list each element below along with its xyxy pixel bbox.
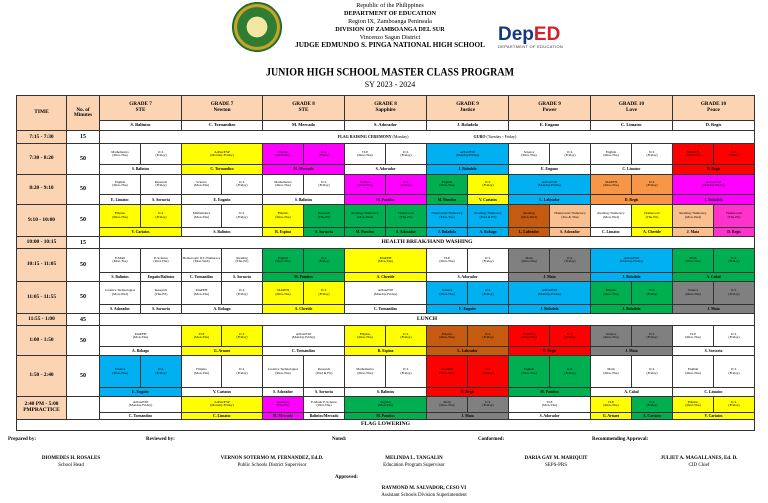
teacher-cell: C. Tornandizo [182,272,222,281]
teacher-cell: J. Boladola [591,305,673,314]
subject-cell: E-Science (Wed-Thu) [141,249,182,273]
time-cell: 10:00 - 10:15 [17,237,67,249]
subject-cell: Science (Mon-Thu) [509,144,550,165]
subject-cell: Research (Friday) [141,174,182,195]
header-line: DIVISION OF ZAMBOANGA DEL SUR [335,26,445,33]
subject-cell: ICL (Friday) [141,204,182,228]
subject-cell: Math (Mon-Thu) [509,249,550,273]
subject-cell: ICL (Friday) [468,281,509,305]
teacher-cell: S. Adorador [345,165,427,174]
subject-cell: ICL (Friday) [632,174,673,195]
subject-cell: Filipino (Mon-Thu) [427,326,468,347]
subject-cell: Research (Thu-Fri) [304,204,345,228]
subject-cell: ICL (Friday) [632,356,673,387]
subject-cell: ICL (Friday) [468,396,509,412]
teacher-cell: M. Mercado [263,412,304,420]
subject-cell: Creative Technologies (Mon-Thu) [263,356,304,387]
subject-cell: ICL (Friday) [304,174,345,195]
time-cell: 1:00 - 1:50 [17,326,67,356]
subject-cell: TLE (Mon-Thu) [673,326,714,347]
flag-ceremony-row: FLAG RAISING CEREMONY (Monday) GURO (Tuesday - Friday) [100,131,755,144]
header-line: Republic of the Philippines [356,2,424,9]
time-cell: 7:15 - 7:30 [17,131,67,144]
subject-cell: ArPan/ESP (Monday-Friday) [673,174,755,195]
subject-cell: Mathematics (Mon-Thu) [263,174,304,195]
teacher-cell: C. Tornandizo [182,165,263,174]
subject-cell: Homeroom/ Numeracy (Tue & Thu) [550,204,591,228]
subject-cell: Reading (Mon-Wed) [509,204,550,228]
minutes-cell: 50 [67,144,100,174]
teacher-cell: M. Pamitos [345,228,386,237]
header-line: DEPARTMENT OF EDUCATION [343,10,437,17]
flag-lowering-row: FLAG LOWERING [17,420,755,431]
subject-cell: ICL (Friday) [550,356,591,387]
subject-cell: ICL (Friday) [550,144,591,165]
teacher-cell: Balintos/Mercado [304,412,345,420]
teacher-cell: A. Cheride [345,272,427,281]
subject-cell: ICL (Friday) [386,174,427,195]
approved-label: Approved: [335,475,358,480]
subject-cell: ICL (Friday) [714,281,755,305]
teacher-cell: L. Labrador [427,347,509,356]
time-cell: 7:30 - 8:20 [17,144,67,174]
subject-cell: Homeroom (Thu-Fri) [714,204,755,228]
subject-cell: TLE (Mon-Thu) [182,326,222,347]
header-line: Vincenzo Sagun District [359,34,421,41]
subject-cell: ArPan/ESP (Monday-Friday) [263,326,345,347]
subject-cell: Filipino (Mon-Thu) [263,204,304,228]
signatory-title: School Head [58,463,84,468]
teacher-cell: D. Regis [673,165,755,174]
teacher-cell: V. Cariatos [673,412,755,420]
subject-cell: ICL (Friday) [714,396,755,412]
subject-cell: ArPan/ESP (Monday-Friday) [100,396,182,412]
subject-cell: Mathematics (Mon-Thu) [345,356,386,387]
teacher-cell: S. Balintos [263,195,345,204]
teacher-cell: S. Sorsoria [304,387,345,396]
subject-cell: English (Mon-Thu) [345,396,427,412]
subject-cell: ICL (Friday) [550,249,591,273]
minutes-cell: 50 [67,249,100,282]
teacher-cell: J. Boladola [427,228,468,237]
subject-cell: ICL (Friday) [386,326,427,347]
teacher-cell: E. Limatoc [100,195,141,204]
subject-cell: Filipino (Mon-Thu) [345,326,386,347]
header-line: Region IX, Zamboanga Peninsula [348,18,432,25]
teacher-cell: C. Limatoc [591,165,673,174]
subject-cell: Homeroom/ ICL/Numeracy (Mon-Wed) [182,249,222,273]
subject-cell: Filipino (Mon-Thu) [182,356,222,387]
teacher-cell: M. Mercado [263,165,345,174]
signatory-name: VERNON SOTERMO M. FERNANDEZ, Ed.D. [220,456,324,461]
teacher-cell: A. Robago [468,228,509,237]
teacher-cell: J. Boladola [591,272,673,281]
subject-cell: ICL (Friday) [304,144,345,165]
subject-cell: MAPEH (Mon-Thu) [591,174,632,195]
subject-cell: MAPEH (Mon-Thu) [509,326,550,347]
subject-cell: ICL (Friday) [714,356,755,387]
subject-cell: ICL (Friday) [468,249,509,273]
subject-cell: ArPan/ESP (Monday-Friday) [591,249,673,273]
subject-cell: MAPEH (Mon-Thu) [263,281,304,305]
teacher-cell: M. Pamitos [263,272,345,281]
teacher-cell: Engaño/Balintos [141,272,182,281]
section-header: GRADE 10 Peace [673,96,755,121]
section-header: GRADE 9 Justice [427,96,509,121]
teacher-cell: S. Sorsoria [222,272,263,281]
time-cell: 2:40 PM - 5:00 PMPRACTICE [17,396,67,420]
signatory-name: DIOMEDES H. ROSALES [41,456,101,461]
teacher-cell: J. Mata [591,347,673,356]
subject-cell: Research (Thu-Fri) [263,396,304,412]
teacher-cell: E. Engaño [100,387,182,396]
teacher-cell: J. Mata [427,412,509,420]
section-header: GRADE 8 Sapphire [345,96,427,121]
document-header [0,0,768,96]
subject-cell: ICL (Friday) [222,356,263,387]
teacher-cell: M. Pamitos [509,387,591,396]
teacher-cell: R. Espina [345,347,427,356]
teacher-cell: M. Pamitos [427,195,468,204]
subject-cell: Research (Thu-Fri) [141,281,182,305]
school-year: SY 2023 - 2024 [364,80,416,89]
teacher-cell: E. Engaño [427,305,509,314]
section-adviser: M. Mercado [263,120,345,130]
teacher-cell: S. Adorador [550,228,591,237]
minutes-cell: 50 [67,174,100,204]
time-cell: 1:50 - 2:40 [17,356,67,397]
teacher-cell: D. Regis [714,228,755,237]
subject-cell: Reading/ Numeracy (Mon-Wed) [673,204,714,228]
subject-cell: English (Mon-Thu) [673,356,714,387]
teacher-cell: C. Limatoc [673,387,755,396]
subject-cell: English (Mon-Thu) [509,356,550,387]
section-header: GRADE 9 Power [509,96,591,121]
subject-cell: ICL (Friday) [304,281,345,305]
signatory-title: Education Program Supervisor [383,463,445,468]
teacher-cell: S. Adorador [100,305,141,314]
section-header: GRADE 7 STE [100,96,182,121]
signatory-title: CID Chief [688,463,710,468]
recommending-label: Recommending Approval: [592,437,649,442]
subject-cell: Reading (Thu-Fri) [222,249,263,273]
subject-cell: TLE (Mon-Thu) [427,249,468,273]
teacher-cell: A. Robago [182,305,263,314]
deped-logo: DepED DEPARTMENT OF EDUCATION [498,24,564,49]
subject-cell: ArPan/ESP (Monday-Friday) [345,281,427,305]
minutes-cell: 50 [67,356,100,397]
teacher-cell: S. Adorador [509,412,591,420]
teacher-cell: D. Regis [509,347,591,356]
section-adviser: C. Tornandizo [182,120,263,130]
prepared-by-label: Prepared by: [8,437,37,442]
teacher-cell: V. Cariatos [182,387,263,396]
section-header: GRADE 7 Newton [182,96,263,121]
subject-cell: Filipino (Mon-Thu) [591,281,632,305]
subject-cell: English (Mon-Thu) [100,174,141,195]
subject-cell: Filipino (Mon-Thu) [673,396,714,412]
teacher-cell: J. Boladola [673,195,755,204]
subject-cell: Math (Mon-Thu) [427,396,468,412]
teacher-cell: C. Limatoc [182,412,263,420]
minutes-cell: 45 [67,314,100,326]
signatory-name: DARIA GAY M. MARIQUIT [524,456,588,461]
signatory-title: Assistant Schools Division Superintendent [381,493,467,498]
subject-cell: ICL (Friday) [714,249,755,273]
teacher-cell: S. Adorador [263,387,304,396]
teacher-cell: S. Balintos [100,272,141,281]
subject-cell: ICL (Friday) [468,356,509,387]
teacher-cell: R. Espina [263,228,304,237]
teacher-cell: G. Arnaez [591,412,632,420]
subject-cell: ICL (Friday) [632,281,673,305]
teacher-cell: S. Sorsoria [304,228,345,237]
subject-cell: Science (Mon-Thu) [673,281,714,305]
signatory-name: MELINDA L. TANGALIN [385,456,443,461]
subject-cell: ICL (Friday) [550,326,591,347]
class-program-table [16,95,755,431]
section-adviser: D. Regis [673,120,755,130]
section-adviser: J. Boladola [427,120,509,130]
section-adviser: E. Engano [509,120,591,130]
minutes-cell [67,396,100,420]
teacher-cell: S. Balintos [182,228,263,237]
lunch-row: LUNCH [100,314,755,326]
signatory-name: RAYMOND M. SALVADOR, CESO VI [381,486,467,491]
teacher-cell: V. Cariatos [100,228,182,237]
subject-cell: ICL (Friday) [632,396,673,412]
subject-cell: English (Mon-Thu) [591,144,632,165]
subject-cell: ICL (Friday) [222,204,263,228]
section-adviser: S. Balintos [100,120,182,130]
subject-cell: MAPEH (Mon-Thu) [345,249,427,273]
teacher-cell: C. Limatoc [591,228,632,237]
signatory-title: SEPS-PRS [545,463,567,468]
subject-cell: Research (Wed & Fri) [304,356,345,387]
teacher-cell: E. Engaño [182,195,263,204]
subject-cell: Homeroom/ Numeracy (Mon-Tue) [427,204,468,228]
teacher-cell: C. Tornandizo [100,412,182,420]
health-break-row: HEALTH BREAK/HAND WASHING [100,237,755,249]
signatories [0,434,768,503]
subject-cell: E-Math/ E-Science (Wed-Thu) [304,396,345,412]
time-cell: 8:20 - 9:10 [17,174,67,204]
minutes-cell: 50 [67,204,100,237]
subject-cell: MAPEH (Mon-Thu) [673,144,714,165]
minutes-cell: 50 [67,281,100,314]
teacher-cell: C. Tornandizo [345,305,427,314]
subject-cell: ICL (Friday) [714,144,755,165]
subject-cell: TLE (Mon-Thu) [591,396,632,412]
teacher-cell: A. Robago [100,347,182,356]
subject-cell: Reading/ Numeracy (Mon-Wed) [591,204,632,228]
section-adviser: S. Adorador [345,120,427,130]
subject-cell: TLE (Mon-Thu) [345,144,386,165]
teacher-cell: J. Boladola [427,165,509,174]
teacher-cell: J. Mata [509,272,591,281]
teacher-cell: S. Sorsoria [141,195,182,204]
subject-cell: ICL (Friday) [304,249,345,273]
subject-cell: Math (Mon-Thu) [591,356,632,387]
subject-cell: Mathematics (Mon-Thu) [100,144,141,165]
subject-cell: MAPEH (Mon-Thu) [100,326,182,347]
teacher-cell: S. Balintos [345,387,427,396]
teacher-cell: D. Regis [427,387,509,396]
time-cell: 11:05 - 11:55 [17,281,67,314]
subject-cell: ICL (Friday) [632,326,673,347]
subject-cell: Science (Mon-Thu) [345,174,386,195]
subject-cell: ICL (Friday) [141,356,182,387]
teacher-cell: A. Cheride [263,305,345,314]
subject-cell: Reading/ Numeracy (Mon-Wed) [345,204,386,228]
teacher-cell: C. Tornandizo [263,347,345,356]
section-header: GRADE 8 STE [263,96,345,121]
subject-cell: ICL (Friday) [386,356,427,387]
conformed-label: Conformed: [478,437,505,442]
teacher-cell: S. Adorador [427,272,509,281]
time-cell: 10:15 - 11:05 [17,249,67,282]
subject-cell: TLE (Mon-Thu) [509,396,591,412]
teacher-cell: S. Sorsoria [141,305,182,314]
time-cell: 9:10 - 10:00 [17,204,67,237]
teacher-cell: M. Pamitos [345,412,427,420]
subject-cell: ArPan/ESP (Monday-Friday) [182,144,263,165]
school-name: JUDGE EDMUNDO S. PINGA NATIONAL HIGH SCHOOL [295,41,485,49]
subject-cell: ArPan/ESP (Monday-Friday) [182,396,263,412]
teacher-cell: A. Cheride [632,228,673,237]
teacher-cell: A. Cabal [591,387,673,396]
subject-cell: ArPan/ESP (Monday-Friday) [509,281,591,305]
teacher-cell: D. Regis [591,195,673,204]
subject-cell: Science (Mon-Thu) [100,356,141,387]
subject-cell: Homeroom (Thu-Fri) [386,204,427,228]
subject-cell: Science (Mon-Thu) [427,281,468,305]
subject-cell: English (Mon-Thu) [263,249,304,273]
subject-cell: E-Math (Mon-Tue) [100,249,141,273]
section-header: GRADE 10 Love [591,96,673,121]
subject-cell: Creative Technologies (Mon-Wed) [100,281,141,305]
subject-cell: Homeroom (Thu-Fri) [632,204,673,228]
subject-cell: ICL (Friday) [468,174,509,195]
subject-cell: English (Mon-Thu) [427,174,468,195]
subject-cell: ICL (Friday) [468,326,509,347]
subject-cell: ICL (Friday) [222,174,263,195]
subject-cell: ArPan/ESP (Monday-Friday) [427,144,509,165]
teacher-cell: G. Arnaez [182,347,263,356]
subject-cell: ArPan/ESP (Monday-Friday) [509,174,591,195]
subject-cell: ICL (Friday) [222,281,263,305]
noted-label: Noted: [332,437,347,442]
teacher-cell: S. Adorador [386,228,427,237]
teacher-cell: J. Mata [673,228,714,237]
teacher-cell: L. Labrador [509,228,550,237]
teacher-cell: L. Labrador [509,195,591,204]
subject-cell: Science (Mon-Thu) [182,174,222,195]
subject-cell: Science (Mon-Thu) [591,326,632,347]
minutes-cell: 50 [67,326,100,356]
teacher-cell: J. Mata [673,305,755,314]
teacher-cell: M. Pamitos [345,195,427,204]
subject-cell: ICL (Friday) [632,144,673,165]
reviewed-by-label: Reviewed by: [146,437,175,442]
subject-cell: ICL (Friday) [714,326,755,347]
subject-cell: Mathematics (Mon-Thu) [182,204,222,228]
teacher-cell: E. Engano [509,165,591,174]
minutes-cell: 15 [67,131,100,144]
teacher-cell: J. Boladola [509,305,591,314]
subject-cell: ICL (Friday) [222,326,263,347]
subject-cell: ICL (Friday) [386,144,427,165]
time-header: TIME [17,96,67,131]
subject-cell: Math (Mon-Thu) [673,249,714,273]
page-title: JUNIOR HIGH SCHOOL MASTER CLASS PROGRAM [265,66,515,79]
section-adviser: C. Limatoc [591,120,673,130]
minutes-cell: 15 [67,237,100,249]
subject-cell: Reading/ Numeracy (Wed & Fri) [468,204,509,228]
teacher-cell: S. Sorsoria [673,347,755,356]
teacher-cell: A. Cabal [673,272,755,281]
subject-cell: Filipino (Mon-Thu) [100,204,141,228]
subject-cell: MAPEH (Mon-Thu) [182,281,222,305]
signatory-name: JULIET A. MAGALLANES, Ed. D. [660,456,738,461]
minutes-header: No. of Minutes [67,96,100,131]
time-cell: 11:55 - 1:00 [17,314,67,326]
subject-cell: Filipino (Mon-Thu) [263,144,304,165]
teacher-cell: A. Cariatos [632,412,673,420]
signatory-title: Public Schools District Supervisor [237,463,307,468]
teacher-cell: S. Balintos [100,165,182,174]
subject-cell: MAPEH (Mon-Thu) [427,356,468,387]
teacher-cell: V. Cariatos [468,195,509,204]
subject-cell: ICL (Friday) [141,144,182,165]
